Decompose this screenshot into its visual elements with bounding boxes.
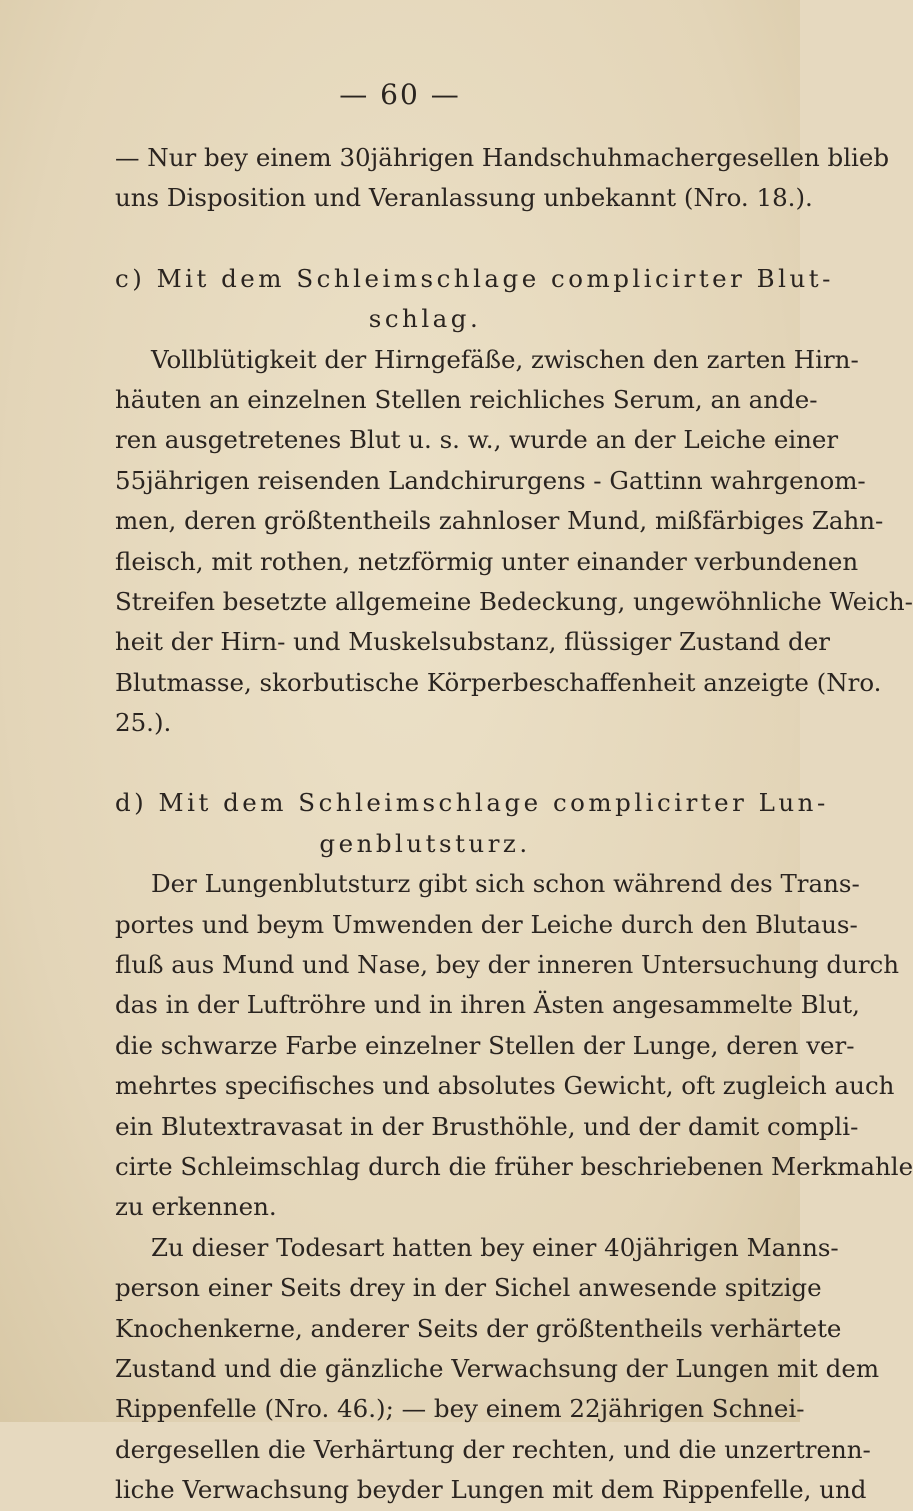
text-line: Vollblütigkeit der Hirngefäße, zwischen den zarten Hirn- bbox=[151, 344, 859, 374]
text-line: fluß aus Mund und Nase, bey der inneren Untersuchung durch bbox=[115, 950, 900, 980]
text-line: Zu dieser Todesart hatten bey einer 40jährigen Manns- bbox=[151, 1232, 839, 1262]
text-line: dergesellen die Verhärtung der rechten, und die unzertrenn- bbox=[115, 1434, 871, 1464]
text-line: fleisch, mit rothen, netzförmig unter einander verbundenen bbox=[115, 546, 859, 576]
paragraph-1 bbox=[115, 138, 890, 219]
text-line: 55jährigen reisenden Landchirurgens - Gattinn wahrgenom- bbox=[115, 465, 866, 495]
text-line: men, deren größtentheils zahnloser Mund, mißfärbiges Zahn- bbox=[115, 506, 884, 536]
heading-line: genblutsturz. bbox=[319, 828, 531, 858]
page-text bbox=[115, 138, 913, 1511]
paragraph-4 bbox=[115, 1228, 880, 1511]
text-line: häuten an einzelnen Stellen reichliches Serum, an ande- bbox=[115, 384, 818, 414]
heading-line: c) Mit dem Schleimschlage complicirter Blut- bbox=[115, 263, 834, 293]
text-line: — Nur bey einem 30jährigen Handschuhmachergesellen blieb bbox=[115, 143, 890, 172]
text-line: die schwarze Farbe einzelner Stellen der Lunge, deren ver- bbox=[115, 1030, 855, 1060]
text-line: liche Verwachsung beyder Lungen mit dem Rippenfelle, und bbox=[115, 1475, 867, 1505]
text-line: uns Disposition und Veranlassung unbekannt (Nro. 18.). bbox=[115, 183, 813, 213]
text-line: Knochenkerne, anderer Seits der größtentheils verhärtete bbox=[115, 1313, 842, 1343]
text-line: person einer Seits drey in der Sichel anwesende spitzige bbox=[115, 1273, 822, 1303]
text-line: ren ausgetretenes Blut u. s. w., wurde an der Leiche einer bbox=[115, 425, 839, 455]
text-line: Der Lungenblutsturz gibt sich schon während des Trans- bbox=[151, 869, 860, 899]
text-line: heit der Hirn- und Muskelsubstanz, flüssiger Zustand der bbox=[115, 627, 830, 657]
page-number: — 60 — bbox=[339, 78, 461, 111]
text-line: portes und beym Umwenden der Leiche durch den Blutaus- bbox=[115, 909, 858, 939]
text-line: zu erkennen. bbox=[115, 1192, 277, 1222]
text-line: Rippenfelle (Nro. 46.); — bey einem 22jährigen Schnei- bbox=[115, 1394, 805, 1424]
text-line: Streifen besetzte allgemeine Bedeckung, ungewöhnliche Weich- bbox=[115, 586, 913, 616]
text-line: 25.). bbox=[115, 708, 172, 738]
paragraph-2 bbox=[115, 340, 913, 744]
text-line: mehrtes specifisches und absolutes Gewicht, oft zugleich auch bbox=[115, 1071, 895, 1101]
section-heading-d bbox=[115, 783, 829, 864]
text-line: Blutmasse, skorbutische Körperbeschaffenheit anzeigte (Nro. bbox=[115, 667, 882, 697]
text-line: ein Blutextravasat in der Brusthöhle, und der damit compli- bbox=[115, 1111, 859, 1141]
section-heading-c bbox=[115, 259, 834, 340]
text-line: das in der Luftröhre und in ihren Ästen angesammelte Blut, bbox=[115, 990, 860, 1020]
paragraph-3 bbox=[115, 864, 913, 1228]
heading-line: d) Mit dem Schleimschlage complicirter Lun- bbox=[115, 788, 829, 818]
text-line: cirte Schleimschlag durch die früher beschriebenen Merkmahle bbox=[115, 1151, 913, 1181]
heading-line: schlag. bbox=[368, 304, 482, 334]
text-line: Zustand und die gänzliche Verwachsung der Lungen mit dem bbox=[115, 1353, 880, 1383]
